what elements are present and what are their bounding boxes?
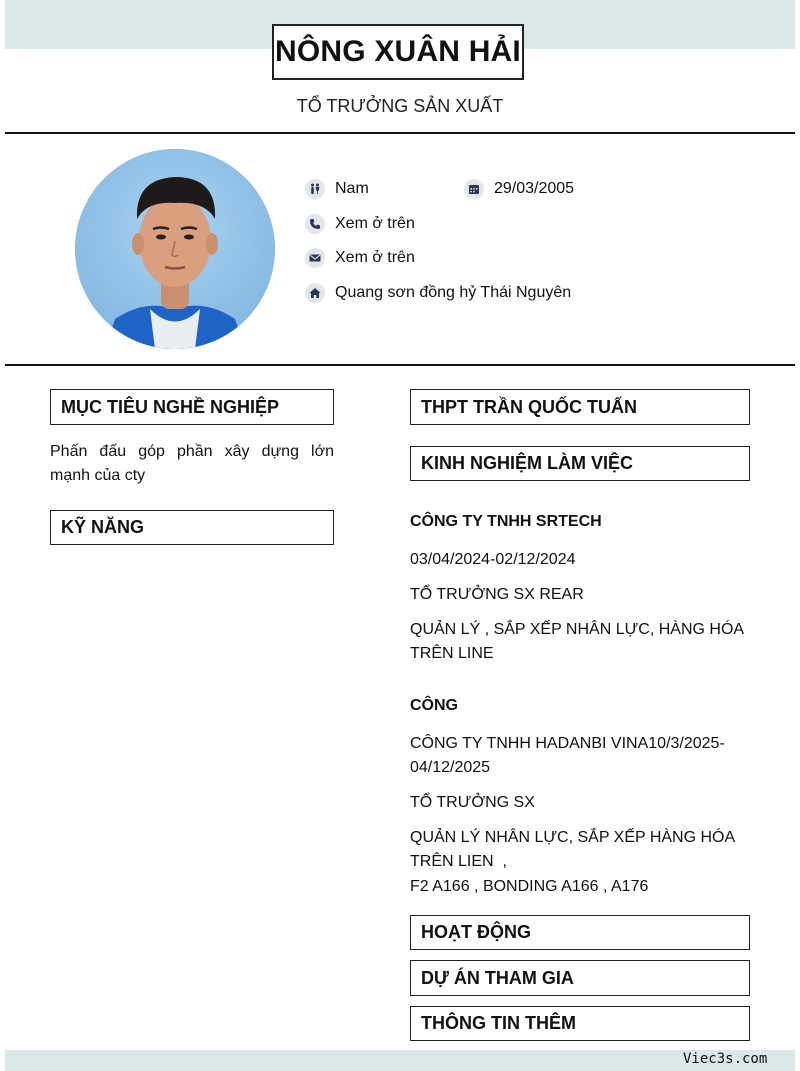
job-2-desc-line-3: F2 A166 , BONDING A166 , A176	[410, 878, 649, 895]
job-2-period-line-1: CÔNG TY TNHH HADANBI VINA10/3/2025-	[410, 735, 725, 752]
home-icon	[305, 283, 325, 303]
activities-heading: HOẠT ĐỘNG	[410, 915, 750, 950]
job-2-desc-line-2: TRÊN LIEN ,	[410, 853, 507, 870]
email-value: Xem ở trên	[335, 249, 415, 266]
gender-value: Nam	[335, 180, 369, 197]
gender-row	[305, 179, 369, 199]
phone-row	[305, 214, 415, 234]
job-2-company: CÔNG	[410, 697, 458, 714]
calendar-icon	[464, 179, 484, 199]
candidate-name: NÔNG XUÂN HẢI	[272, 24, 524, 80]
objective-heading: MỤC TIÊU NGHỀ NGHIỆP	[50, 389, 334, 425]
divider-top	[5, 132, 795, 134]
gender-icon	[305, 179, 325, 199]
job-2-desc-line-1: QUẢN LÝ NHÂN LỰC, SẮP XẾP HÀNG HÓA	[410, 829, 736, 846]
job-title: TỔ TRƯỞNG SẢN XUẤT	[296, 96, 504, 116]
phone-icon	[305, 214, 325, 234]
divider-bottom	[5, 364, 795, 366]
job-1-company: CÔNG TY TNHH SRTECH	[410, 513, 602, 530]
job-1-period: 03/04/2024-02/12/2024	[410, 551, 576, 568]
experience-heading: KINH NGHIỆM LÀM VIỆC	[410, 446, 750, 481]
email-row	[305, 248, 415, 268]
more-info-heading: THÔNG TIN THÊM	[410, 1006, 750, 1041]
job-1-role: TỔ TRƯỞNG SX REAR	[410, 586, 584, 603]
address-row	[305, 283, 571, 303]
job-2-role: TỔ TRƯỞNG SX	[410, 794, 535, 811]
job-1-desc-line-2: TRÊN LINE	[410, 645, 494, 662]
projects-heading: DỰ ÁN THAM GIA	[410, 960, 750, 996]
avatar	[75, 149, 275, 349]
skills-heading: KỸ NĂNG	[50, 510, 334, 545]
birthdate-value: 29/03/2005	[494, 180, 575, 197]
job-2-period-line-2: 04/12/2025	[410, 759, 491, 776]
objective-line-2: mạnh của cty	[50, 467, 146, 484]
phone-value: Xem ở trên	[335, 215, 415, 232]
address-value: Quang sơn đồng hỷ Thái Nguyên	[335, 284, 572, 301]
email-icon	[305, 248, 325, 268]
birthdate-row	[464, 179, 574, 199]
objective-line-1: Phấn đấu góp phần xây dựng lớn	[50, 443, 334, 460]
education-heading: THPT TRẦN QUỐC TUẤN	[410, 389, 750, 425]
site-watermark: Viec3s.com	[683, 1051, 768, 1067]
job-1-desc-line-1: QUẢN LÝ , SẮP XẾP NHÂN LỰC, HÀNG HÓA	[410, 621, 745, 638]
footer-band	[5, 1050, 795, 1071]
